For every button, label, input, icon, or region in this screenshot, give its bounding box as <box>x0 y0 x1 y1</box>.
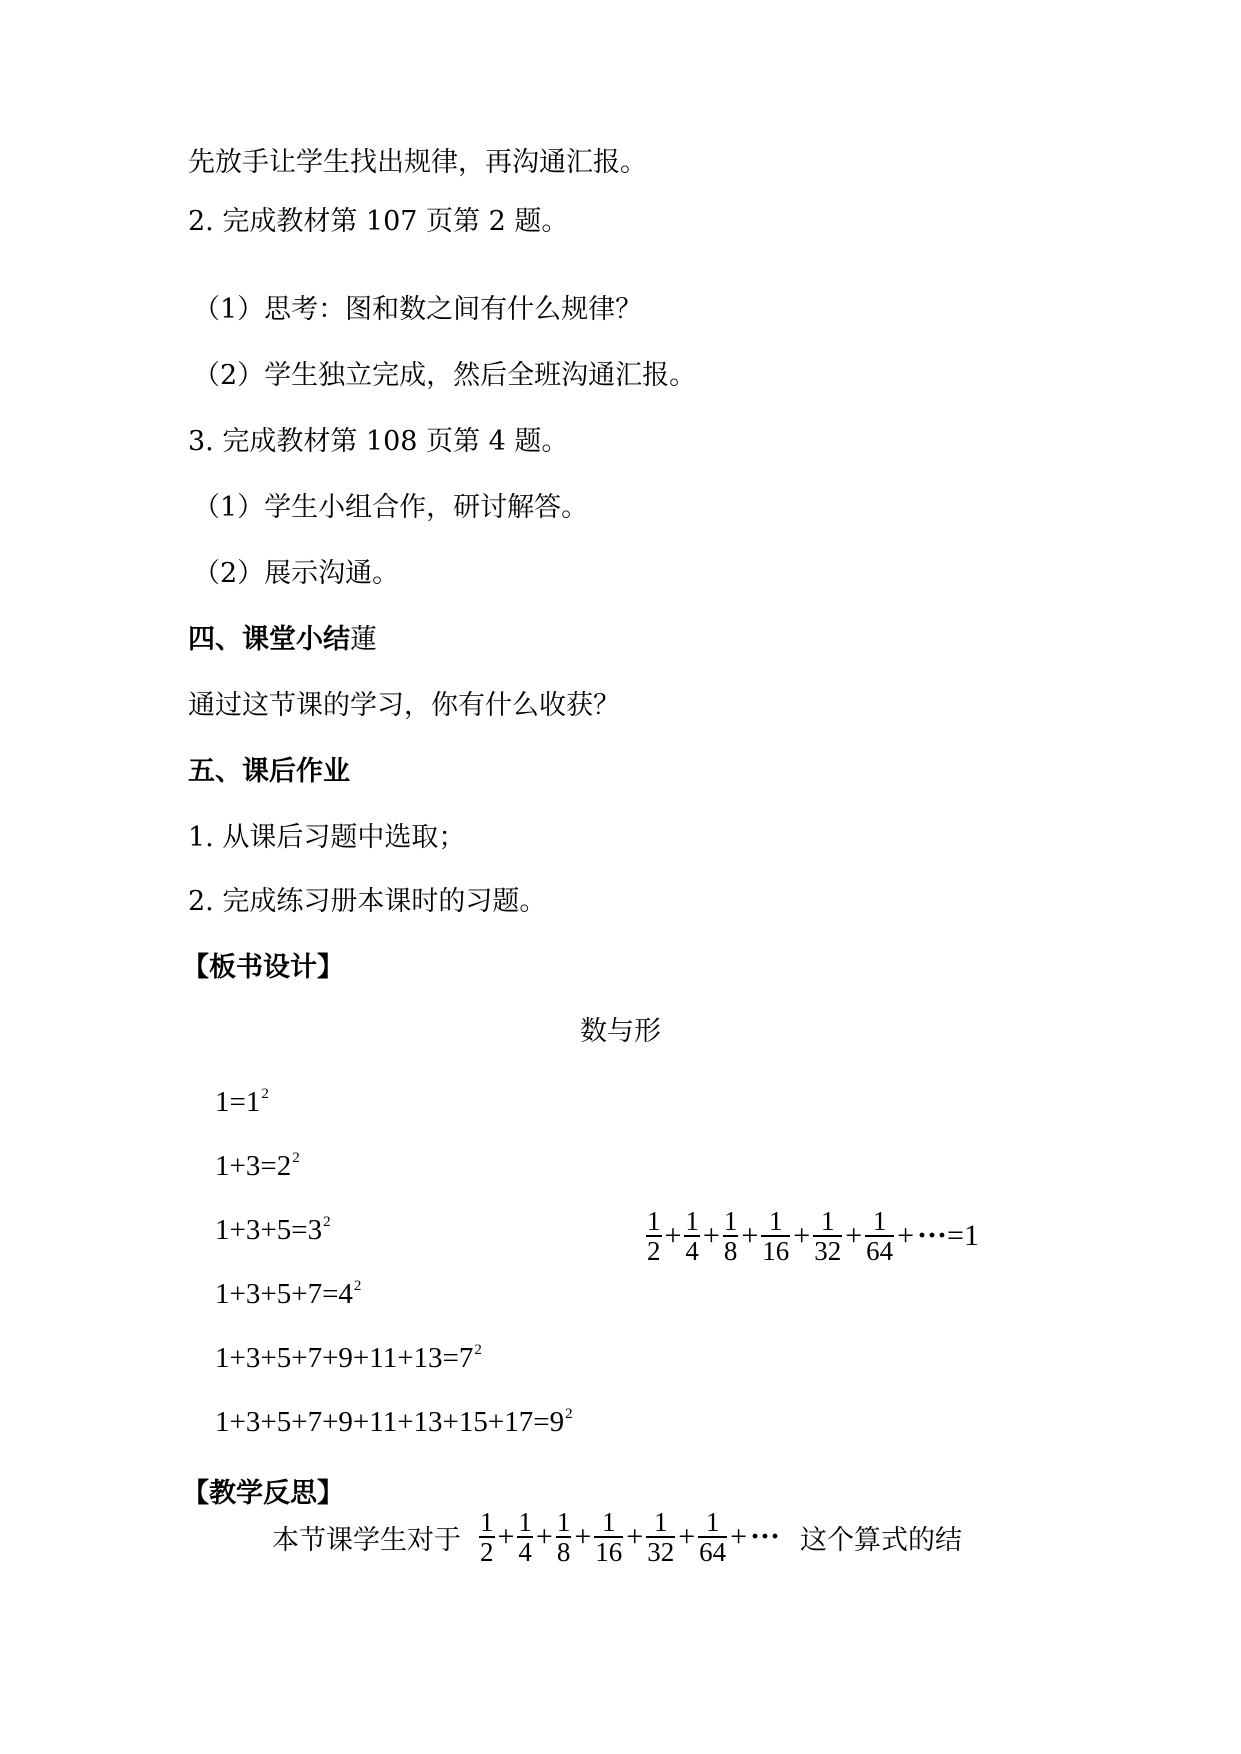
fraction: $\frac{1}{32}$ <box>647 1507 675 1567</box>
fraction-series <box>646 1207 982 1265</box>
reflection-suffix: 这个算式的结 <box>800 1524 963 1556</box>
equation: $1+3+5+7=4^2$ <box>215 1278 362 1310</box>
plus-sign: + <box>574 1520 592 1553</box>
text-line: （1）学生小组合作，研讨解答。 <box>193 492 589 523</box>
equation: $1=1^2$ <box>215 1086 269 1118</box>
reflection-line <box>272 1508 962 1566</box>
text-line: （2）展示沟通。 <box>193 558 400 589</box>
text-line: 2. 完成练习册本课时的习题。 <box>188 886 547 917</box>
equation: $1+3+5+7+9+11+13=7^2$ <box>215 1342 482 1374</box>
fraction: $\frac{1}{32}$ <box>814 1206 842 1266</box>
text-line: 2. 完成教材第 107 页第 2 题。 <box>188 206 569 237</box>
plus-sign: + <box>664 1219 682 1252</box>
text-line: （2）学生独立完成，然后全班沟通汇报。 <box>193 360 697 391</box>
fraction: $\frac{1}{64}$ <box>699 1507 727 1567</box>
board-design-heading: 【板书设计】 <box>182 952 344 983</box>
section-heading-extra: 蓮 <box>350 624 377 655</box>
plus-sign: + <box>678 1520 696 1553</box>
plus-sign: + <box>702 1219 720 1252</box>
ellipsis: ··· <box>750 1520 781 1553</box>
section-heading <box>188 620 377 660</box>
fraction: $\frac{1}{4}$ <box>518 1507 532 1567</box>
plus-sign: + <box>793 1219 811 1252</box>
plus-sign: + <box>741 1219 759 1252</box>
series-result: =1 <box>947 1219 979 1252</box>
section-heading-text: 四、课堂小结 <box>188 624 350 655</box>
plus-sign: + <box>730 1520 748 1553</box>
fraction: $\frac{1}{16}$ <box>762 1206 790 1266</box>
reflection-prefix: 本节课学生对于 <box>272 1524 461 1556</box>
plus-sign: + <box>535 1520 553 1553</box>
fraction: $\frac{1}{8}$ <box>556 1507 571 1567</box>
fraction: $\frac{1}{64}$ <box>866 1206 894 1266</box>
equation: $1+3+5=3^2$ <box>215 1214 331 1246</box>
plus-sign: + <box>845 1219 863 1252</box>
section-heading: 五、课后作业 <box>188 756 350 787</box>
fraction: $\frac{1}{4}$ <box>685 1206 699 1266</box>
ellipsis: ··· <box>917 1219 948 1252</box>
text-line: 1. 从课后习题中选取； <box>188 822 466 853</box>
plus-sign: + <box>626 1520 644 1553</box>
fraction: $\frac{1}{16}$ <box>595 1507 623 1567</box>
text-line: 3. 完成教材第 108 页第 4 题。 <box>188 426 569 457</box>
plus-sign: + <box>897 1219 915 1252</box>
text-line: 先放手让学生找出规律，再沟通汇报。 <box>188 147 647 178</box>
fraction: $\frac{1}{2}$ <box>480 1507 494 1567</box>
board-title: 数与形 <box>580 1016 661 1047</box>
text-line: 通过这节课的学习，你有什么收获？ <box>188 690 620 721</box>
equation: $1+3+5+7+9+11+13+15+17=9^2$ <box>215 1406 573 1438</box>
plus-sign: + <box>497 1520 515 1553</box>
fraction: $\frac{1}{2}$ <box>647 1206 661 1266</box>
text-line: （1）思考：图和数之间有什么规律？ <box>193 294 643 325</box>
equation: $1+3=2^2$ <box>215 1150 300 1182</box>
reflection-heading: 【教学反思】 <box>182 1478 344 1509</box>
fraction: $\frac{1}{8}$ <box>723 1206 738 1266</box>
